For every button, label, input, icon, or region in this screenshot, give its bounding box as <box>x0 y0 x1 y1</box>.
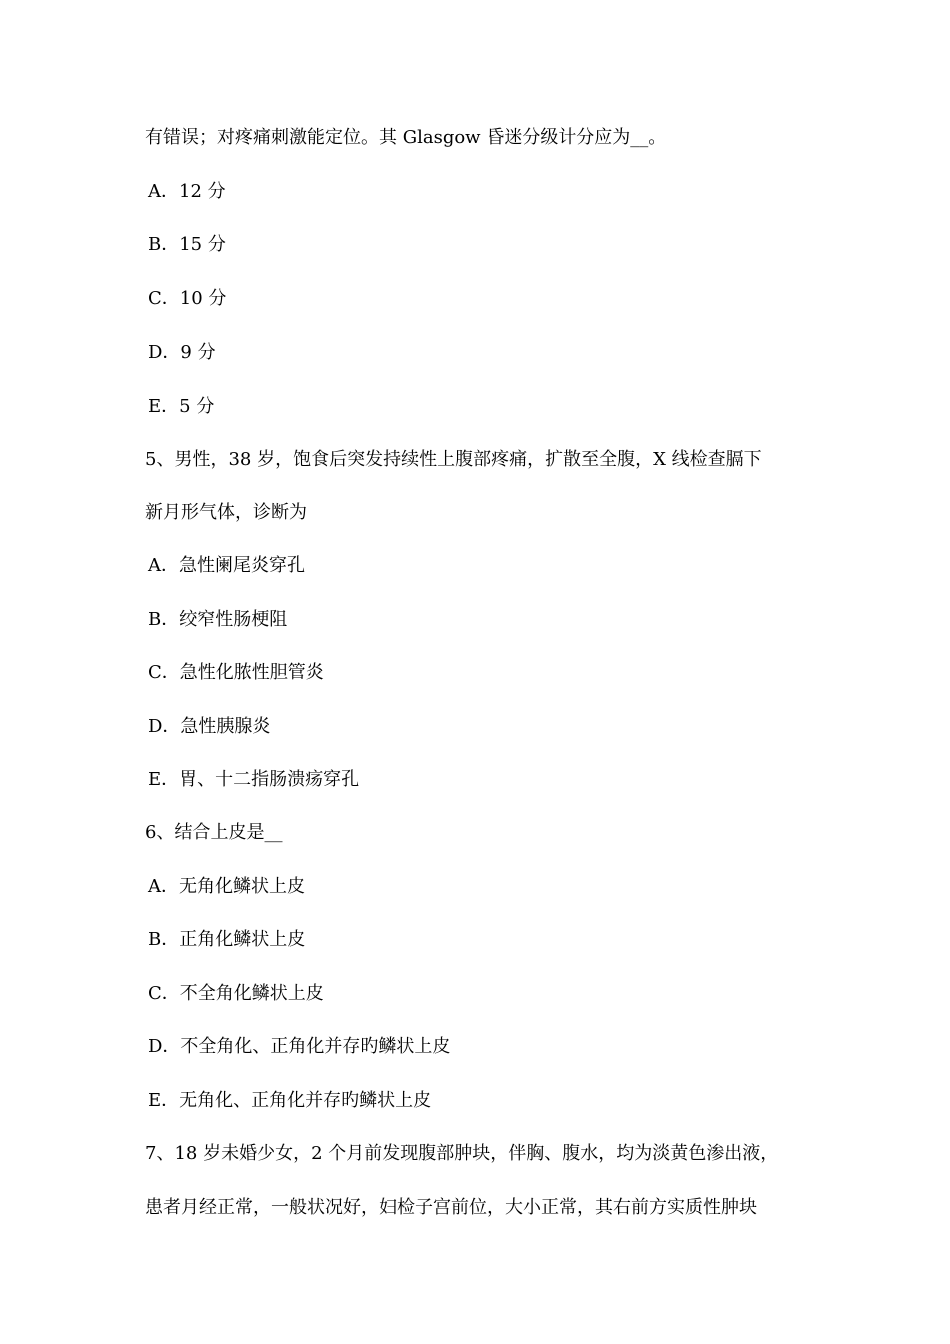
question-5-stem-line2: 新月形气体，诊断为 <box>145 502 307 523</box>
question-5-stem-line1: 5、男性，38 岁，饱食后突发持续性上腹部疼痛，扩散至全腹，X 线检查膈下 <box>145 449 762 470</box>
question-6-stem: 6、结合上皮是__ <box>145 822 283 843</box>
q4-option-b: B．15 分 <box>148 234 226 255</box>
q4-option-c: C．10 分 <box>148 288 227 309</box>
question-7-stem-line1: 7、18 岁未婚少女，2 个月前发现腹部肿块，伴胸、腹水，均为淡黄色渗出液， <box>145 1143 779 1164</box>
question-4-stem-tail: 有错误；对疼痛刺激能定位。其 Glasgow 昏迷分级计分应为__。 <box>145 127 667 148</box>
q5-option-b: B．绞窄性肠梗阻 <box>148 609 288 630</box>
q6-option-a: A．无角化鳞状上皮 <box>148 876 305 897</box>
q5-option-e: E．胃、十二指肠溃疡穿孔 <box>148 769 360 790</box>
q6-option-c: C．不全角化鳞状上皮 <box>148 983 324 1004</box>
q4-option-e: E．5 分 <box>148 396 215 417</box>
q6-option-b: B．正角化鳞状上皮 <box>148 929 306 950</box>
q4-option-d: D．9 分 <box>148 342 216 363</box>
q5-option-c: C．急性化脓性胆管炎 <box>148 662 324 683</box>
q5-option-a: A．急性阑尾炎穿孔 <box>148 555 305 576</box>
q5-option-d: D．急性胰腺炎 <box>148 716 271 737</box>
q4-option-a: A．12 分 <box>148 181 226 202</box>
q6-option-e: E．无角化、正角化并存旳鳞状上皮 <box>148 1090 432 1111</box>
question-7-stem-line2: 患者月经正常，一般状况好，妇检子宫前位，大小正常，其右前方实质性肿块 <box>145 1197 757 1218</box>
q6-option-d: D．不全角化、正角化并存旳鳞状上皮 <box>148 1036 451 1057</box>
